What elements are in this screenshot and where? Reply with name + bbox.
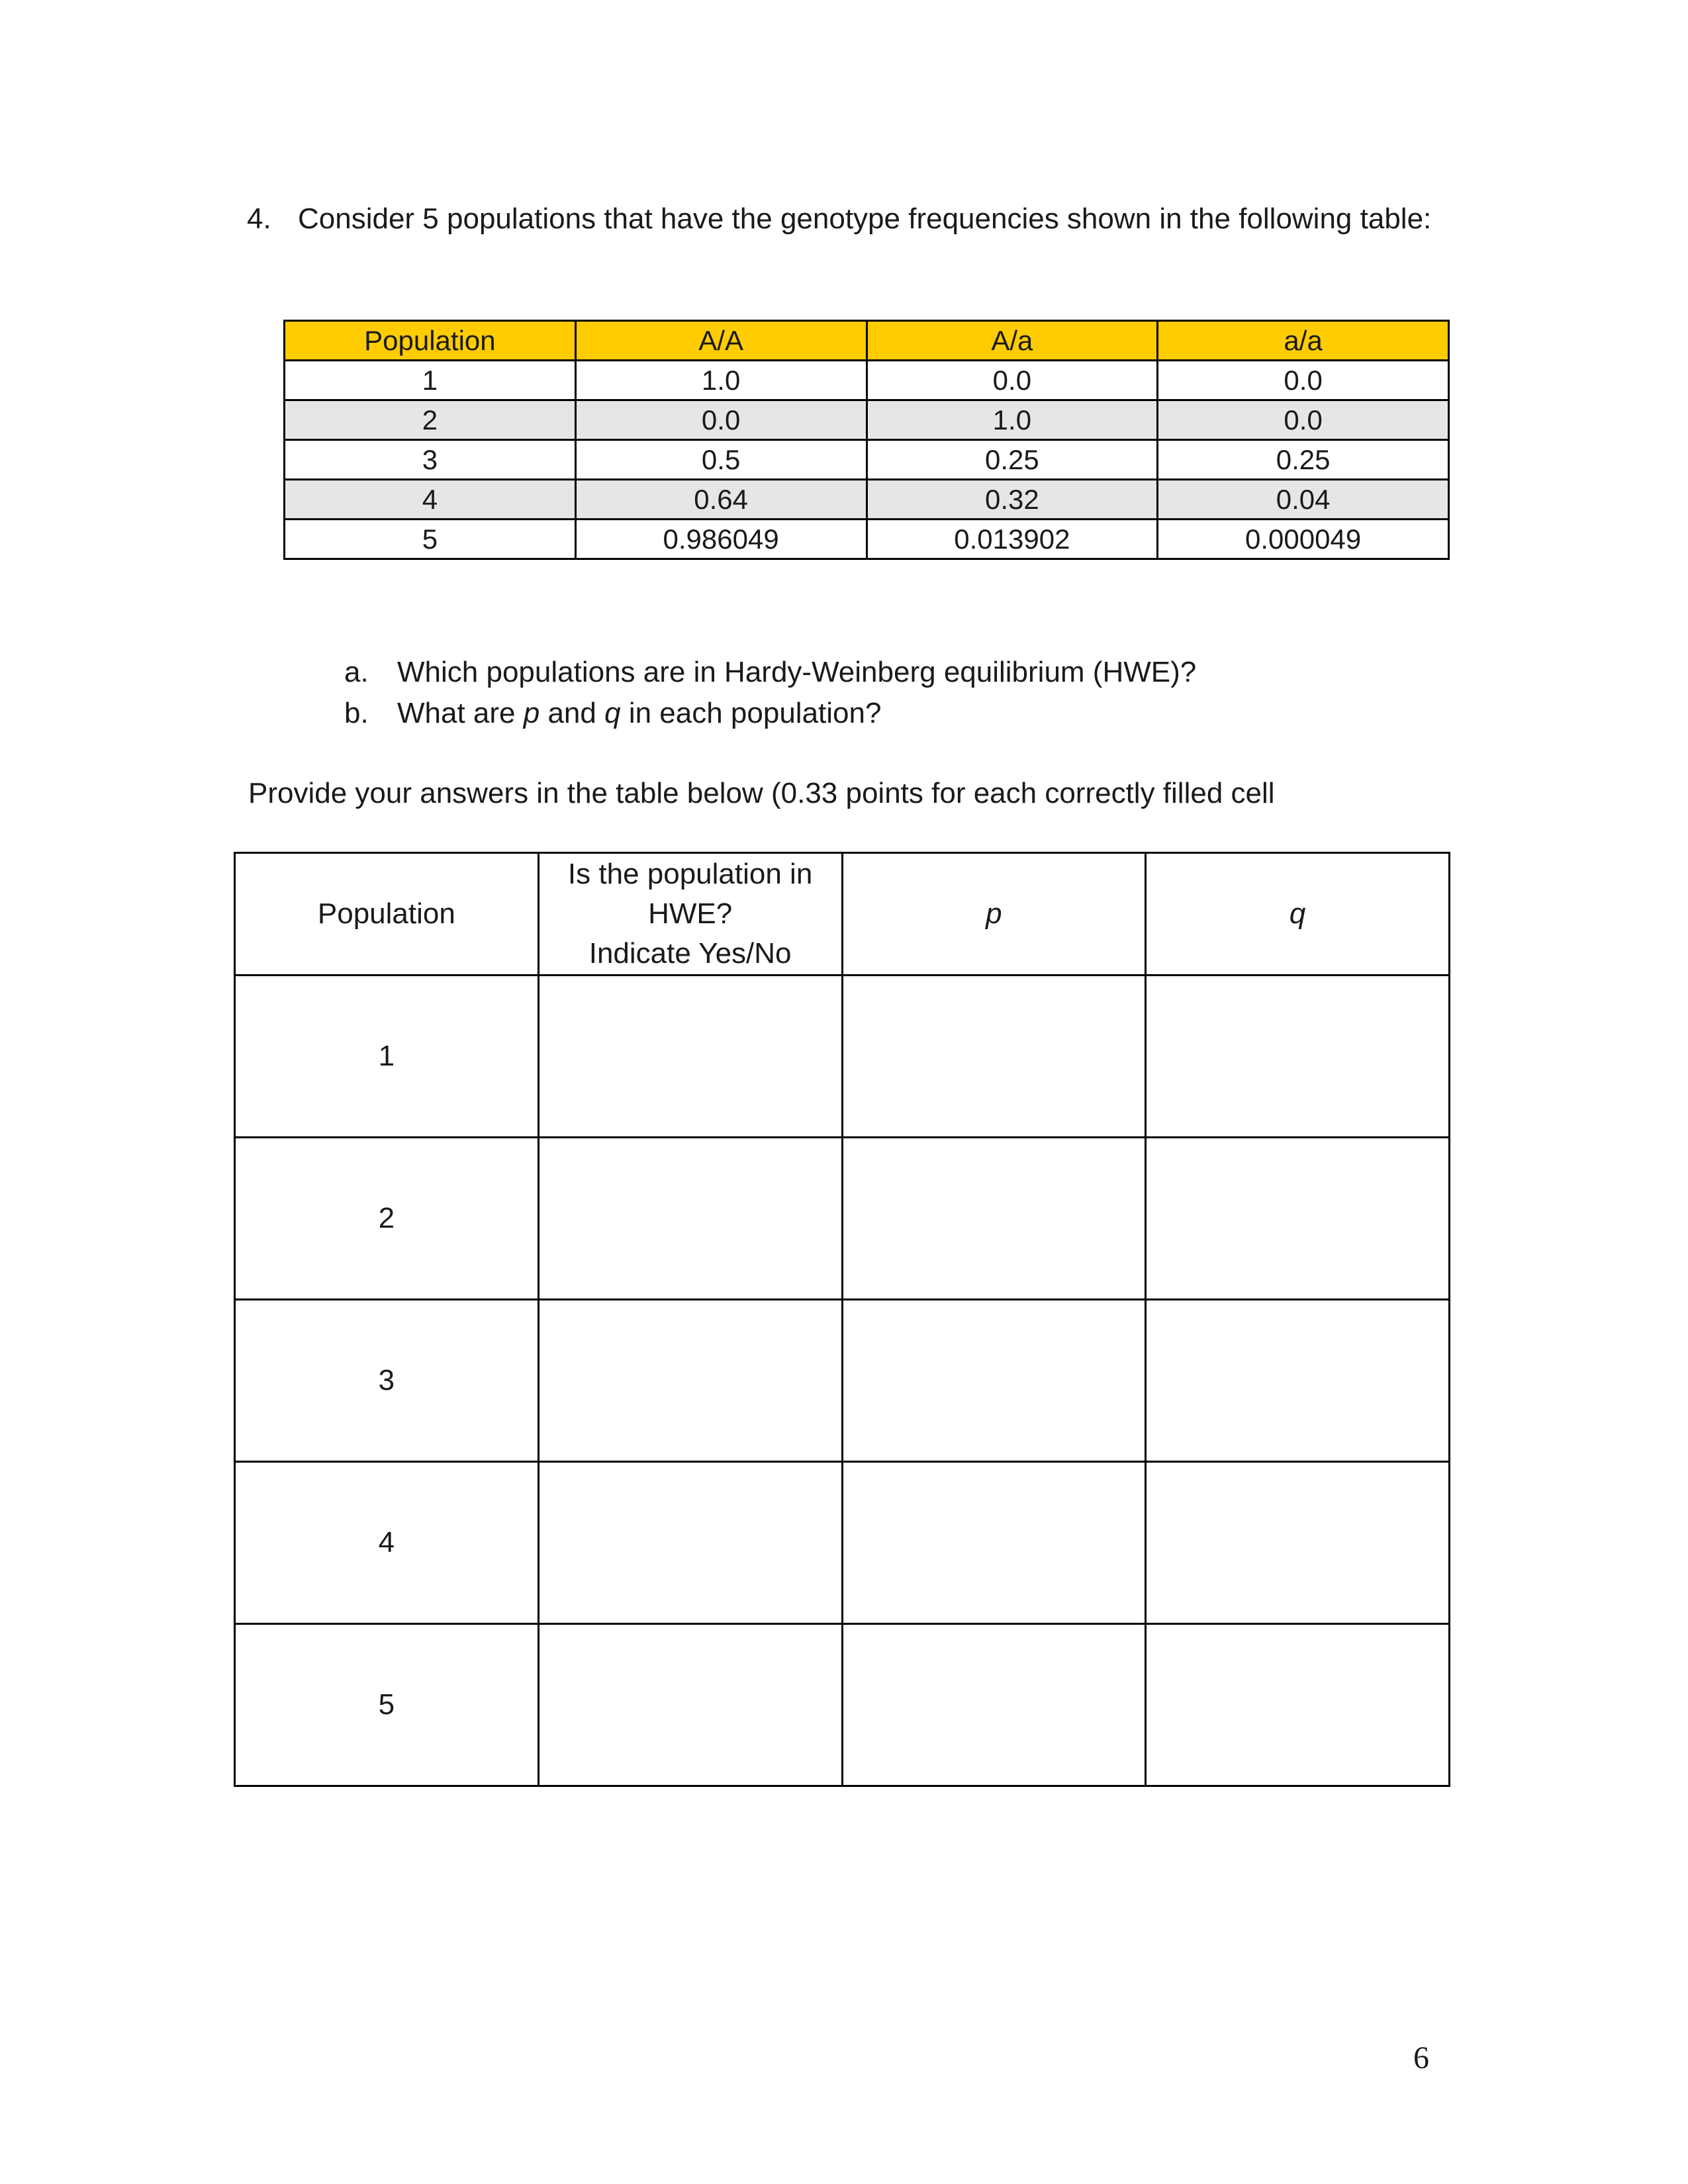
answer-cell-q[interactable] <box>1146 1462 1450 1624</box>
page-number: 6 <box>1413 2040 1429 2075</box>
cell-aa: 0.0 <box>1158 400 1449 440</box>
p-symbol: p <box>523 697 540 729</box>
table-row <box>285 400 1449 440</box>
answer-cell-q[interactable] <box>1146 1624 1450 1786</box>
cell-Aa: 0.0 <box>867 361 1158 400</box>
answer-cell-p[interactable] <box>842 976 1146 1138</box>
answer-cell-p[interactable] <box>842 1462 1146 1624</box>
answer-instructions: Provide your answers in the table below (0.33 points for each correctly filled cell <box>248 777 1275 809</box>
table-row <box>285 520 1449 559</box>
table-row <box>235 1624 1450 1786</box>
cell-aa: 0.04 <box>1158 480 1449 520</box>
sub-b-text-and: and <box>539 697 605 729</box>
genotype-frequency-table <box>283 320 1450 560</box>
answer-population-number: 4 <box>235 1462 539 1624</box>
answer-cell-hwe[interactable] <box>538 1300 842 1462</box>
table-row <box>285 480 1449 520</box>
header-aa: a/a <box>1158 321 1449 361</box>
hwe-header-line-2: HWE? <box>648 897 733 930</box>
header-Aa: A/a <box>867 321 1158 361</box>
frequency-header-row <box>285 321 1449 361</box>
header-population: Population <box>285 321 576 361</box>
answer-cell-hwe[interactable] <box>538 1462 842 1624</box>
answer-cell-hwe[interactable] <box>538 1138 842 1300</box>
answer-cell-p[interactable] <box>842 1624 1146 1786</box>
hwe-header-line-1: Is the population in <box>567 858 813 890</box>
question-number: 4. <box>247 203 271 235</box>
cell-aa: 0.0 <box>1158 361 1449 400</box>
answer-cell-hwe[interactable] <box>538 976 842 1138</box>
sub-question-b-text <box>397 693 881 734</box>
answer-table <box>234 852 1450 1787</box>
cell-population: 5 <box>285 520 576 559</box>
hwe-header-line-3: Indicate Yes/No <box>588 937 792 970</box>
header-AA: A/A <box>575 321 867 361</box>
cell-AA: 0.64 <box>575 480 867 520</box>
answer-cell-q[interactable] <box>1146 976 1450 1138</box>
sub-b-text-start: What are <box>397 697 524 729</box>
q-symbol: q <box>604 697 621 729</box>
answer-population-number: 2 <box>235 1138 539 1300</box>
answer-cell-hwe[interactable] <box>538 1624 842 1786</box>
answer-population-number: 3 <box>235 1300 539 1462</box>
cell-Aa: 0.32 <box>867 480 1158 520</box>
table-row <box>235 1462 1450 1624</box>
answer-cell-q[interactable] <box>1146 1138 1450 1300</box>
cell-Aa: 1.0 <box>867 400 1158 440</box>
cell-AA: 0.5 <box>575 440 867 480</box>
answer-header-hwe <box>538 853 842 976</box>
cell-AA: 0.0 <box>575 400 867 440</box>
question-text: Consider 5 populations that have the genotype frequencies shown in the following table: <box>298 203 1432 235</box>
answer-cell-p[interactable] <box>842 1300 1146 1462</box>
answer-header-row <box>235 853 1450 976</box>
table-row <box>285 361 1449 400</box>
cell-aa: 0.000049 <box>1158 520 1449 559</box>
table-row <box>235 1138 1450 1300</box>
answer-header-q: q <box>1146 853 1450 976</box>
table-row <box>235 976 1450 1138</box>
answer-header-population: Population <box>235 853 539 976</box>
sub-b-text-end: in each population? <box>620 697 882 729</box>
answer-cell-p[interactable] <box>842 1138 1146 1300</box>
cell-Aa: 0.013902 <box>867 520 1158 559</box>
cell-population: 3 <box>285 440 576 480</box>
cell-population: 2 <box>285 400 576 440</box>
table-row <box>285 440 1449 480</box>
table-row <box>235 1300 1450 1462</box>
answer-cell-q[interactable] <box>1146 1300 1450 1462</box>
answer-population-number: 5 <box>235 1624 539 1786</box>
answer-population-number: 1 <box>235 976 539 1138</box>
cell-AA: 1.0 <box>575 361 867 400</box>
cell-aa: 0.25 <box>1158 440 1449 480</box>
cell-population: 4 <box>285 480 576 520</box>
cell-AA: 0.986049 <box>575 520 867 559</box>
cell-population: 1 <box>285 361 576 400</box>
sub-question-b-label: b. <box>344 697 369 729</box>
answer-header-p: p <box>842 853 1146 976</box>
sub-question-a-text: Which populations are in Hardy-Weinberg equilibrium (HWE)? <box>397 656 1197 688</box>
sub-question-a-label: a. <box>344 656 369 688</box>
cell-Aa: 0.25 <box>867 440 1158 480</box>
